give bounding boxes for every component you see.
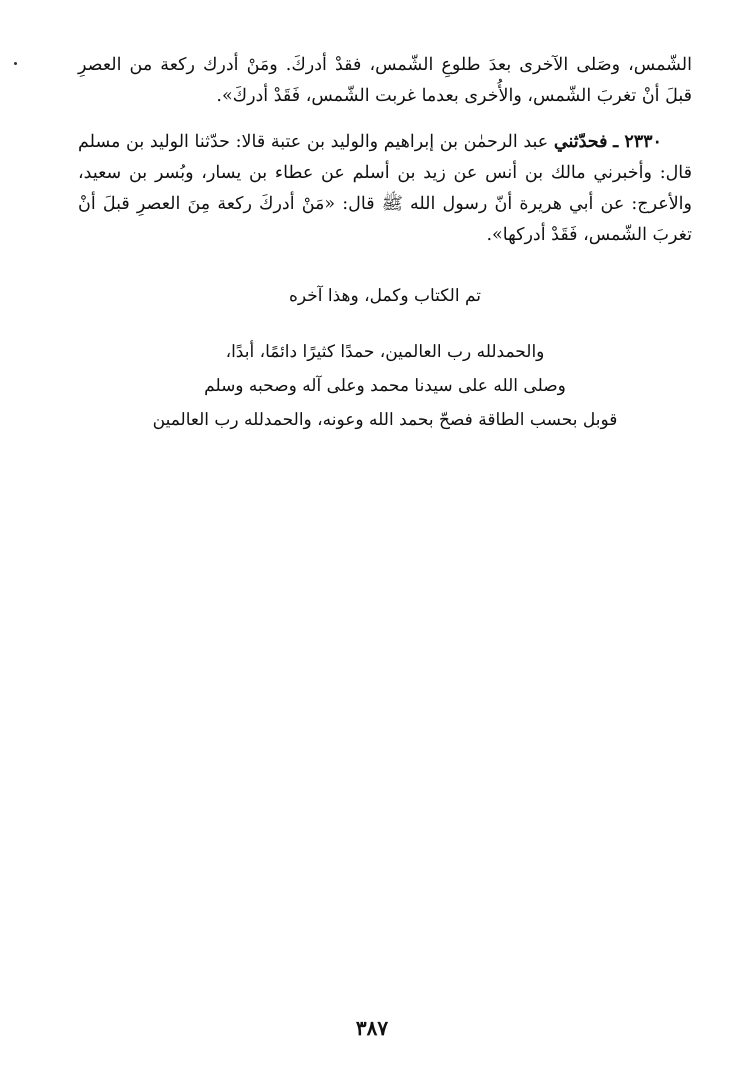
closing-line: وصلى الله على سيدنا محمد وعلى آله وصحبه وسلم — [204, 376, 566, 396]
closing-line: والحمدلله رب العالمين، حمدًا كثيرًا دائمًا، أبدًا، — [225, 342, 545, 362]
page-number: ٣٨٧ — [355, 1016, 389, 1040]
colophon-title: تم الكتاب وكمل، وهذا آخره — [288, 286, 482, 306]
paragraph-body: عبد الرحمٰن بن إبراهيم والوليد بن عتبة قالا: حدّثنا الوليد بن مسلم قال: وأخبرني مالك بن أنس عن زيد بن أسلم عن عطاء بن يسار، وبُسر بن سعيد، والأعرج: عن أبي هريرة أنّ رسول الله ﷺ قال: «مَنْ أدركَ ركعة مِنَ العصرِ قبلَ أنْ تغربَ الشّمس، فَقَدْ أدركها». — [78, 132, 692, 245]
closing-line: قوبل بحسب الطاقة فصحّ بحمد الله وعونه، والحمدلله رب العالمين — [152, 410, 618, 430]
hadith-continuation-paragraph — [78, 50, 692, 112]
paragraph-text: الشّمس، وصَلى الآخرى بعدَ طلوعِ الشّمس، فقدْ أدركَ. ومَنْ أدرك ركعة من العصرِ قبلَ أنْ تغربَ الشّمس، والأُخرى بعدما غربت الشّمس، فَقَدْ أدركَ». — [78, 55, 692, 106]
paragraph-content — [78, 127, 692, 251]
hadith-number: ٢٣٣٠ ـ — [613, 132, 662, 152]
scan-speck — [14, 62, 17, 65]
hadith-verb: فحدّثني — [553, 132, 608, 152]
hadith-2330-paragraph — [78, 127, 692, 251]
